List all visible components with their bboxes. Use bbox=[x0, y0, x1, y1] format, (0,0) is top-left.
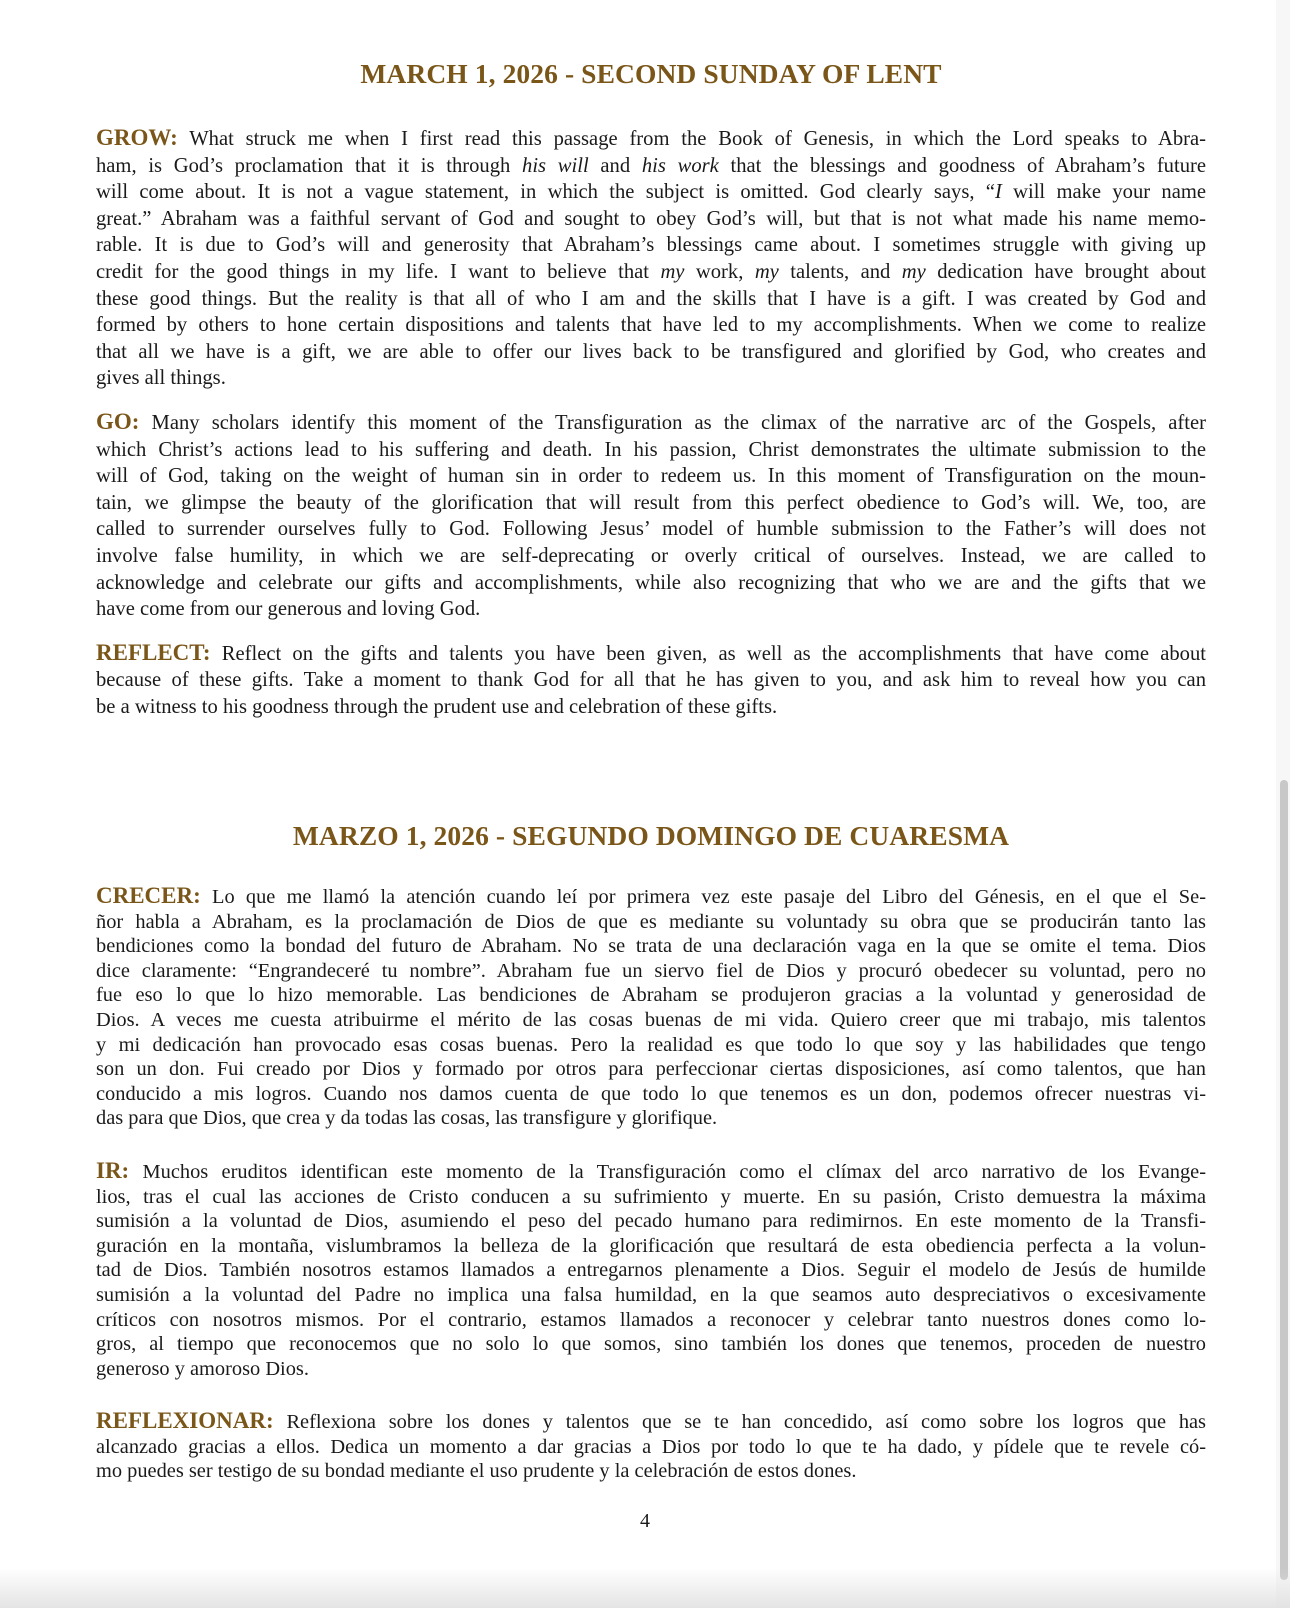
go-label: GO: bbox=[96, 408, 140, 434]
grow-line-10: gives all things. bbox=[96, 367, 226, 390]
go-line-2: which Christ’s actions lead to his suffering and death. In his passion, Christ demonstrates the ultimate submission to the bbox=[96, 438, 1206, 461]
spanish-section bbox=[96, 820, 1206, 1484]
crecer-label: CRECER: bbox=[96, 883, 201, 908]
crecer-line-9: conducido a mis logros. Cuando nos damos cuenta de que todo lo que tenemos es un don, podemos ofrecer nuestras vi- bbox=[96, 1082, 1206, 1105]
crecer-line-2: ñor habla a Abraham, es la proclamación de Dios de que es mediante su voluntady su obra que se producirán tanto las bbox=[96, 910, 1206, 933]
scrollbar-track[interactable] bbox=[1276, 0, 1290, 1608]
crecer-line-4: dice claramente: “Engrandeceré tu nombre”. Abraham fue un siervo fiel de Dios y procuró obedecer su voluntad, pero no bbox=[96, 959, 1206, 982]
ir-paragraph bbox=[96, 1159, 1206, 1381]
grow-line-3: will come about. It is not a vague statement, in which the subject is omitted. God clearly says, “I will make your name bbox=[96, 181, 1206, 204]
reflect-paragraph bbox=[96, 640, 1206, 721]
scrollbar-thumb[interactable] bbox=[1280, 780, 1288, 1580]
page-number: 4 bbox=[640, 1510, 650, 1532]
grow-line-9: that all we have is a gift, we are able to offer our lives back to be transfigured and glorified by God, who creates and bbox=[96, 340, 1206, 363]
grow-line-6: credit for the good things in my life. I want to believe that my work, my talents, and my dedication have brought about bbox=[96, 260, 1207, 283]
go-paragraph bbox=[96, 409, 1206, 623]
reflexionar-line-1: REFLEXIONAR: Reflexiona sobre los dones y talentos que se te han concedido, así como sobre los logros que has bbox=[96, 1408, 1206, 1434]
ir-line-6: sumisión a la voluntad del Padre no implica una falsa humildad, en la que seamos auto despreciativos o excesivamente bbox=[96, 1283, 1206, 1306]
reflect-line-2: because of these gifts. Take a moment to thank God for all that he has given to you, and ask him to reveal how you can bbox=[96, 669, 1206, 692]
english-section bbox=[96, 58, 1206, 720]
ir-label: IR: bbox=[96, 1157, 130, 1183]
go-line-4: tain, we glimpse the beauty of the glorification that will result from this perfect obedience to God’s will. We, too, are bbox=[96, 491, 1206, 514]
bottom-shadow bbox=[0, 1568, 1290, 1608]
crecer-paragraph bbox=[96, 884, 1206, 1131]
go-line-8: have come from our generous and loving God. bbox=[96, 598, 481, 621]
crecer-line-8: son un don. Fui creado por Dios y formado por otros para perfeccionar ciertas disposiciones, así como talentos, que han bbox=[96, 1058, 1206, 1081]
reflect-label: REFLECT: bbox=[96, 639, 211, 665]
grow-line-1: GROW: What struck me when I first read this passage from the Book of Genesis, in which the Lord speaks to Abra- bbox=[96, 125, 1206, 150]
grow-line-2: ham, is God’s proclamation that it is through his will and his work that the blessings and goodness of Abraham’s future bbox=[96, 154, 1206, 177]
ir-line-7: críticos con nosotros mismos. Por el contrario, estamos llamados a reconocer y celebrar tanto nuestros dones como lo- bbox=[96, 1308, 1206, 1331]
english-title: MARCH 1, 2026 - SECOND SUNDAY OF LENT bbox=[360, 58, 942, 89]
crecer-line-7: y mi dedicación han provocado esas cosas buenas. Pero la realidad es que todo lo que soy y las habilidades que tengo bbox=[96, 1033, 1206, 1056]
go-line-5: called to surrender ourselves fully to God. Following Jesus’ model of humble submission to the Father’s will does not bbox=[96, 518, 1206, 541]
ir-line-9: generoso y amoroso Dios. bbox=[96, 1357, 309, 1380]
grow-line-7: these good things. But the reality is that all of who I am and the skills that I have is a gift. I was created by God and bbox=[96, 287, 1206, 310]
grow-line-4: great.” Abraham was a faithful servant of God and sought to obey God’s will, but that is not what made his name memo- bbox=[96, 207, 1206, 230]
reflexionar-label: REFLEXIONAR: bbox=[96, 1408, 274, 1434]
ir-line-5: tad de Dios. También nosotros estamos llamados a entregarnos plenamente a Dios. Seguir el modelo de Jesús de humilde bbox=[96, 1259, 1206, 1282]
crecer-line-1: CRECER: Lo que me llamó la atención cuando leí por primera vez este pasaje del Libro del Génesis, en el que el Se- bbox=[96, 883, 1206, 908]
ir-line-3: sumisión a la voluntad de Dios, asumiendo el peso del pecado humano para redimirnos. En este momento de la Transfi- bbox=[96, 1210, 1206, 1233]
grow-paragraph bbox=[96, 125, 1206, 392]
grow-line-5: rable. It is due to God’s will and generosity that Abraham’s blessings came about. I sometimes struggle with giving up bbox=[96, 234, 1206, 257]
spanish-title: MARZO 1, 2026 - SEGUNDO DOMINGO DE CUARESMA bbox=[292, 820, 1010, 851]
reflexionar-paragraph bbox=[96, 1409, 1206, 1484]
reflect-line-1: REFLECT: Reflect on the gifts and talents you have been given, as well as the accomplishments that have come about bbox=[96, 639, 1206, 665]
crecer-line-3: bendiciones como la bondad del futuro de Abraham. No se trata de una declaración vaga en la que se omite el tema. Dios bbox=[96, 935, 1206, 958]
ir-line-8: gros, al tiempo que reconocemos que no solo lo que somos, sino también los dones que tenemos, proceden de nuestro bbox=[96, 1333, 1206, 1356]
go-line-1: GO: Many scholars identify this moment of the Transfiguration as the climax of the narrative arc of the Gospels, after bbox=[96, 408, 1206, 434]
crecer-line-5: fue eso lo que lo hizo memorable. Las bendiciones de Abraham se produjeron gracias a la voluntad y generosidad de bbox=[96, 984, 1206, 1007]
go-line-3: will of God, taking on the weight of human sin in order to redeem us. In this moment of Transfiguration on the moun- bbox=[96, 465, 1206, 488]
ir-line-1: IR: Muchos eruditos identifican este momento de la Transfiguración como el clímax del arco narrativo de los Evange- bbox=[96, 1157, 1206, 1183]
crecer-line-6: Dios. A veces me cuesta atribuirme el mérito de las cosas buenas de mi vida. Quiero creer que mi trabajo, mis talentos bbox=[96, 1008, 1206, 1031]
grow-label: GROW: bbox=[96, 125, 178, 150]
grow-line-8: formed by others to hone certain dispositions and talents that have led to my accomplishments. When we come to realize bbox=[96, 314, 1206, 337]
reflect-line-3: be a witness to his goodness through the prudent use and celebration of these gifts. bbox=[96, 695, 778, 718]
go-line-7: acknowledge and celebrate our gifts and accomplishments, while also recognizing that who we are and the gifts that we bbox=[96, 571, 1206, 594]
go-line-6: involve false humility, in which we are self-deprecating or overly critical of ourselves. Instead, we are called to bbox=[96, 544, 1206, 567]
reflexionar-line-2: alcanzado gracias a ellos. Dedica un momento a dar gracias a Dios por todo lo que te ha dado, y pídele que te revele có- bbox=[96, 1435, 1206, 1458]
reflexionar-line-3: mo puedes ser testigo de su bondad mediante el uso prudente y la celebración de estos dones. bbox=[96, 1460, 857, 1483]
ir-line-4: guración en la montaña, vislumbramos la belleza de la glorificación que resultará de esta obediencia perfecta a la volun- bbox=[96, 1234, 1206, 1257]
crecer-line-10: das para que Dios, que crea y da todas las cosas, las transfigure y glorifique. bbox=[96, 1107, 718, 1130]
ir-line-2: lios, tras el cual las acciones de Cristo conducen a su sufrimiento y muerte. En su pasión, Cristo demuestra la máxima bbox=[96, 1185, 1206, 1208]
